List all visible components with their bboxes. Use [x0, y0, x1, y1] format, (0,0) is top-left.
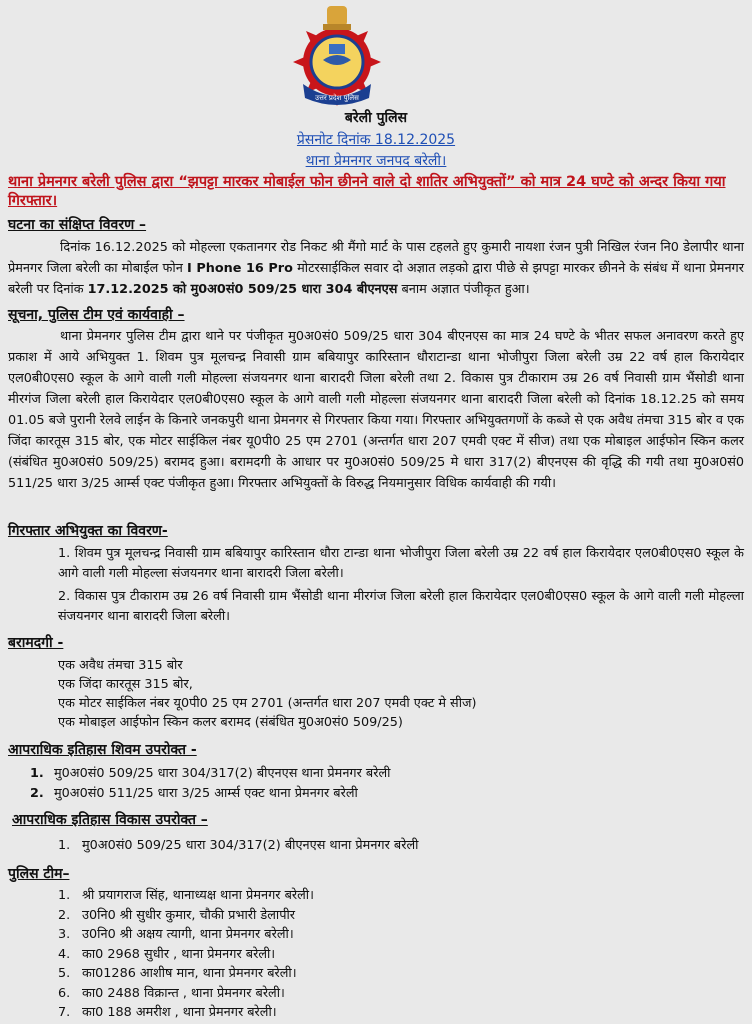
recovery-item: एक मोबाइल आईफोन स्किन कलर बरामद (संबंधित मु0अ0सं0 509/25)	[58, 715, 403, 730]
list-number: 1.	[30, 766, 44, 781]
press-note-date: प्रेसनोट दिनांक 18.12.2025	[296, 132, 456, 148]
incident-case: 17.12.2025 को मु0अ0सं0 509/25 धारा 304 बीएनएस	[87, 282, 398, 297]
list-text: का0 188 अमरीश , थाना प्रेमनगर बरेली।	[82, 1005, 277, 1020]
list-text: मु0अ0सं0 509/25 धारा 304/317(2) बीएनएस थाना प्रेमनगर बरेली	[54, 766, 391, 781]
up-police-emblem-icon	[289, 4, 385, 106]
arrested-heading: गिरफ्तार अभियुक्त का विवरण-	[8, 523, 168, 539]
history-shivam-list	[30, 764, 390, 803]
incident-text-b: मोटरसाईकिल सवार दो अज्ञात लड़को द्वारा पीछे से झपट्टा मारकर छीनने के संबंध में थाना प्रेमनगर बरेली पर दिनांक	[8, 261, 744, 297]
list-number: 5.	[58, 966, 71, 981]
list-number: 2.	[58, 907, 71, 923]
history-vikas-heading: आपराधिक इतिहास विकास उपरोक्त –	[12, 812, 208, 828]
list-text: श्री प्रयागराज सिंह, थानाध्यक्ष थाना प्रेमनगर बरेली।	[82, 888, 314, 903]
list-item	[30, 784, 390, 804]
list-number: 6.	[58, 985, 71, 1001]
list-text: मु0अ0सं0 509/25 धारा 304/317(2) बीएनएस थाना प्रेमनगर बरेली	[82, 838, 419, 853]
emblem-motto: उत्तर प्रदेश पुलिस	[315, 94, 359, 102]
list-item	[58, 1003, 314, 1023]
list-item	[58, 984, 314, 1004]
recovery-item: एक मोटर साईकिल नंबर यू0पी0 25 एम 2701 (अन्तर्गत धारा 207 एमवी एक्ट मे सीज)	[58, 696, 477, 711]
recovery-item: एक जिंदा कारतूस 315 बोर,	[58, 677, 193, 692]
list-number: 1.	[58, 888, 71, 903]
list-item	[58, 925, 314, 945]
history-shivam-heading: आपराधिक इतिहास शिवम उपरोक्त -	[8, 742, 197, 758]
press-note-place: थाना प्रेमनगर जनपद बरेली।	[305, 153, 447, 169]
list-item	[58, 945, 314, 965]
headline: थाना प्रेमनगर बरेली पुलिस द्वारा “झपट्टा मारकर मोबाईल फोन छीनने वाले दो शातिर अभियुक्तों” को मात्र 24 घण्टे को अन्दर किया गया गिरफ्तार।	[8, 174, 726, 209]
list-text: उ0नि0 श्री अक्षय त्यागी, थाना प्रेमनगर बरेली।	[82, 927, 294, 942]
action-paragraph	[8, 326, 744, 494]
list-item	[58, 886, 314, 906]
action-heading: सूचना, पुलिस टीम एवं कार्यवाही –	[8, 307, 185, 323]
incident-phone: I Phone 16 Pro	[187, 261, 293, 276]
list-text: का01286 आशीष मान, थाना प्रेमनगर बरेली।	[82, 966, 297, 981]
recovery-heading: बरामदगी -	[8, 635, 64, 651]
action-text: थाना प्रेमनगर पुलिस टीम द्वारा थाने पर पंजीकृत मु0अ0सं0 509/25 धारा 304 बीएनएस का मात्र 24 घण्टे के भीतर सफल अनावरण करते हुए प्रकाश में आये अभियुक्त 1. शिवम पुत्र मूलचन्द्र निवासी ग्राम बबियापुर कारिस्तान धौराटान्डा थाना भोजीपुरा जिला बरेली उम्र 22 वर्ष हाल किरायेदार एल0बी0एस0 स्कूल के आगे वाली गली मोहल्ला संजयनगर थाना बारादरी जिला बरेली तथा 2. विकास पुत्र टीकाराम उम्र 26 वर्ष निवासी ग्राम भैंसोडी थाना मीरगंज जिला बरेली हाल किरायेदार एल0बी0एस0 स्कूल के आगे वाली गली मोहल्ला संजयनगर थाना बारादरी जिला बरेली को दिनांक 18.12.25 को समय 01.05 बजे पुरानी रेलवे लाईन के किनारे जनकपुरी थाना प्रेमनगर से गिरफ्तार किया गया। गिरफ्तार अभियुक्तगणों के कब्जे से एक अवैध तंमचा 315 बोर व एक जिंदा कारतूस 315 बोर, एक मोटर साईकिल नंबर यू0पी0 25 एम 2701 (अन्तर्गत धारा 207 एमवी एक्ट में सीज) तथा एक मोबाइल आईफोन स्किन कलर (संबंधित मु0अ0सं0 509/25) बरामद हुआ। बरामदगी के आधार पर मु0अ0सं0 509/25 मे धारा 317(2) बीएनएस की वृद्धि की गयी तथा मु0अ0सं0 511/25 धारा 3/25 आर्म्स एक्ट पंजीकृत हुआ। गिरफ्तार अभियुक्तों के विरुद्ध नियमानुसार विधिक कार्यवाही की गयी।	[8, 329, 744, 491]
arrested-item-1: 1. शिवम पुत्र मूलचन्द्र निवासी ग्राम बबियापुर कारिस्तान धौरा टान्डा थाना भोजीपुरा जिला बरेली उम्र 22 वर्ष हाल किरायेदार एल0बी0एस0 स्कूल के आगे वाली गली मोहल्ला संजयनगर थाना बारादरी जिला बरेली।	[58, 546, 744, 581]
list-number: 4.	[58, 946, 71, 962]
arrested-item-2: 2. विकास पुत्र टीकाराम उम्र 26 वर्ष निवासी ग्राम भैंसोडी थाना मीरगंज जिला बरेली हाल किरायेदार एल0बी0एस0 स्कूल के आगे वाली गली मोहल्ला संजयनगर थाना बारादरी जिला बरेली।	[58, 589, 744, 624]
list-item	[58, 964, 314, 984]
team-list	[58, 886, 314, 1023]
list-number: 1.	[58, 838, 71, 853]
recovery-item: एक अवैध तंमचा 315 बोर	[58, 658, 183, 673]
history-vikas-list	[58, 836, 418, 856]
incident-text-a: दिनांक 16.12.2025 को मोहल्ला एकतानगर रोड निकट श्री मैंगो मार्ट के पास टहलते हुए कुमारी नायशा रंजन पुत्री निखिल रंजन नि0 डेलापीर थाना प्रेमनगर जिला बरेली का मोबाईल फोन	[8, 240, 744, 276]
organization-name: बरेली पुलिस	[344, 110, 408, 126]
list-number: 2.	[30, 785, 44, 801]
list-number: 7.	[58, 1005, 71, 1020]
list-item	[30, 764, 390, 784]
list-text: उ0नि0 श्री सुधीर कुमार, चौकी प्रभारी डेलापीर	[82, 907, 296, 923]
list-text: का0 2488 विक्रान्त , थाना प्रेमनगर बरेली।	[82, 985, 285, 1001]
list-text: का0 2968 सुधीर , थाना प्रेमनगर बरेली।	[82, 946, 276, 962]
list-number: 3.	[58, 927, 71, 942]
incident-paragraph	[8, 237, 744, 300]
incident-heading: घटना का संक्षिप्त विवरण –	[8, 217, 147, 233]
list-item	[58, 906, 314, 926]
list-text: मु0अ0सं0 511/25 धारा 3/25 आर्म्स एक्ट थाना प्रेमनगर बरेली	[54, 785, 358, 801]
team-heading: पुलिस टीम–	[8, 866, 70, 882]
incident-text-c: बनाम अज्ञात पंजीकृत हुआ।	[397, 282, 530, 297]
list-item	[58, 836, 418, 856]
